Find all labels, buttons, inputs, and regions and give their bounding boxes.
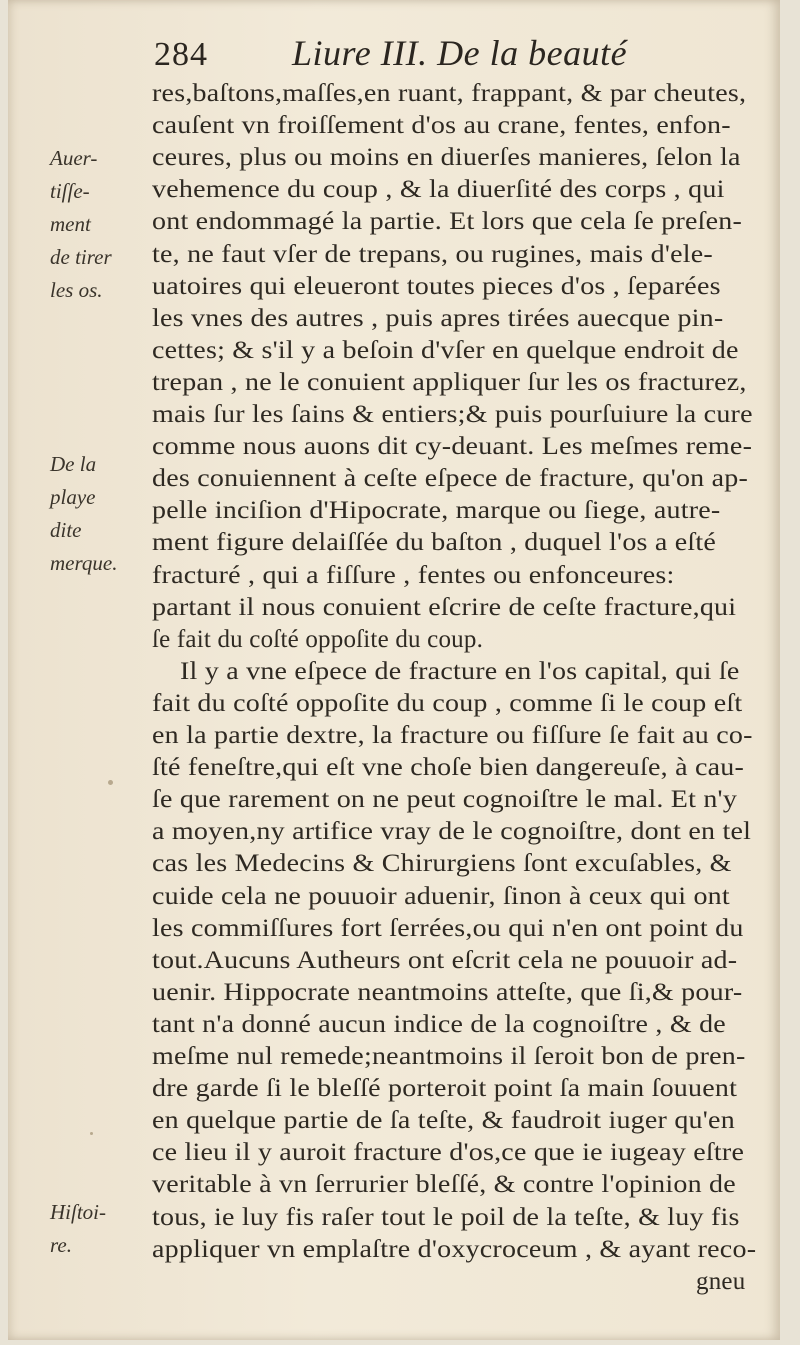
text-line: appliquer vn emplaſtre d'oxycroceum , & ayant reco- [152, 1235, 757, 1263]
text-line: ſe fait du coſté oppoſite du coup. [152, 625, 484, 653]
text-line: Il y a vne eſpece de fracture en l'os capital, qui ſe [180, 657, 740, 685]
text-line: ſe que rarement on ne peut cognoiſtre le mal. Et n'y [152, 786, 738, 814]
text-line: trepan , ne le conuient appliquer ſur les os fracturez, [152, 368, 747, 396]
margin-note-line: De la [50, 452, 97, 476]
margin-note-avertissement [50, 142, 112, 307]
text-line: uatoires qui eleueront toutes pieces d'os , ſeparées [152, 272, 721, 300]
text-line: res,baſtons,maſſes,en ruant, frappant, & par cheutes, [152, 80, 747, 107]
text-line: les vnes des autres , puis apres tirées auecque pin- [152, 304, 724, 332]
margin-note-line: re. [50, 1233, 72, 1257]
paper-speck [90, 1132, 93, 1135]
paper-speck [108, 780, 113, 785]
text-line: ceures, plus ou moins en diuerſes manieres, ſelon la [152, 144, 741, 172]
text-line: cas les Medecins & Chirurgiens ſont excuſables, & [152, 850, 732, 878]
text-line: tout.Aucuns Autheurs ont eſcrit cela ne pouuoir ad- [152, 946, 738, 974]
margin-note-line: playe [50, 485, 96, 509]
margin-note-line: de tirer [50, 245, 112, 269]
text-line: des conuiennent à ceſte eſpece de fracture, qu'on ap- [152, 465, 749, 493]
text-line: dre garde ſi le bleſſé porteroit point ſa main ſouuent [152, 1075, 738, 1103]
text-line: comme nous auons dit cy-deuant. Les meſmes reme- [152, 433, 753, 461]
text-line: ſté feneſtre,qui eſt vne choſe bien dangereuſe, à cau- [152, 754, 745, 782]
text-line: fracturé , qui a fiſſure , fentes ou enfonceures: [152, 561, 675, 589]
margin-note-histoire [50, 1196, 106, 1262]
margin-note-line: Auer- [50, 146, 98, 170]
text-line: meſme nul remede;neantmoins il ſeroit bon de pren- [152, 1043, 746, 1070]
text-line: fait du coſté oppoſite du coup , comme ſi le coup eſt [152, 689, 743, 717]
book-page [8, 0, 780, 1340]
text-line: veritable à vn ſerrurier bleſſé, & contre l'opinion de [152, 1171, 736, 1199]
text-line: te, ne faut vſer de trepans, ou rugines, mais d'ele- [152, 240, 713, 268]
text-line: vehemence du coup , & la diuerſité des corps , qui [152, 176, 725, 204]
text-line: tant n'a donné aucun indice de la cognoiſtre , & de [152, 1010, 726, 1038]
page-header [154, 32, 774, 80]
text-line: uenir. Hippocrate neantmoins atteſte, que ſi,& pour- [152, 978, 743, 1006]
text-line: ce lieu il y auroit fracture d'os,ce que ie iugeay eſtre [152, 1139, 745, 1167]
margin-note-line: Hiſtoi- [50, 1200, 106, 1224]
text-line: mais ſur les ſains & entiers;& puis pourſuiure la cure [152, 401, 753, 428]
margin-note-playe-merque [50, 448, 117, 580]
text-line: gneu [696, 1267, 746, 1295]
text-line: ment figure delaiſſée du baſton , duquel l'os a eſté [152, 529, 717, 557]
text-line: cuide cela ne pouuoir aduenir, ſinon à ceux qui ont [152, 882, 730, 910]
text-line: en quelque partie de ſa teſte, & faudroit iuger qu'en [152, 1107, 735, 1135]
page-number: 284 [154, 36, 208, 73]
running-title: Liure III. De la beauté [292, 33, 628, 73]
margin-note-line: tiſſe- [50, 179, 90, 203]
margin-note-line: les os. [50, 278, 103, 302]
margin-note-line: dite [50, 518, 82, 542]
text-line: les commiſſures fort ſerrées,ou qui n'en ont point du [152, 914, 744, 942]
text-line: tous, ie luy fis raſer tout le poil de la teſte, & luy fis [152, 1203, 740, 1231]
text-line: pelle inciſion d'Hipocrate, marque ou ſiege, autre- [152, 497, 721, 525]
margin-note-line: merque. [50, 551, 118, 575]
text-line: cettes; & s'il y a beſoin d'vſer en quelque endroit de [152, 336, 739, 364]
margin-note-line: ment [50, 212, 91, 236]
text-line: partant il nous conuient eſcrire de ceſte fracture,qui [152, 593, 737, 621]
text-line: a moyen,ny artifice vray de le cognoiſtre, dont en tel [152, 818, 752, 846]
text-line: en la partie dextre, la fracture ou fiſſure ſe fait au co- [152, 722, 753, 749]
text-line: ont endommagé la partie. Et lors que cela ſe preſen- [152, 208, 743, 236]
text-line: cauſent vn froiſſement d'os au crane, fentes, enfon- [152, 112, 731, 140]
